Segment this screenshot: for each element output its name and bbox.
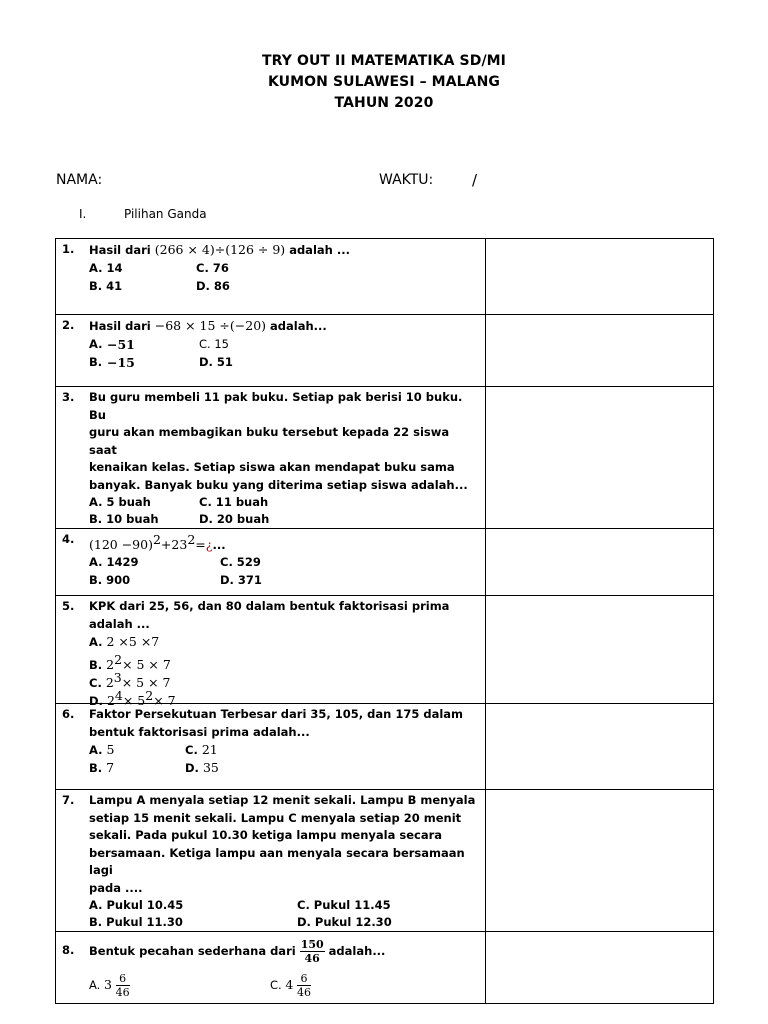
option-a[interactable]: A. 14 xyxy=(89,260,123,275)
math-expression: (266 × 4)÷(126 ÷ 9) xyxy=(154,242,286,257)
question-line: bentuk faktorisasi prima adalah... xyxy=(89,724,310,739)
answer-options xyxy=(89,494,479,528)
question-row xyxy=(56,596,714,704)
option-a[interactable]: A. 3 $\frac{6}{46}$ xyxy=(89,972,130,999)
option-b[interactable]: B. 10 buah xyxy=(89,512,159,526)
title-line-1: TRY OUT II MATEMATIKA SD/MI xyxy=(261,53,506,69)
question-number: 8. xyxy=(62,943,75,957)
option-c[interactable]: C. 76 xyxy=(196,260,229,275)
question-row xyxy=(56,315,714,387)
question-row xyxy=(56,239,714,315)
question-number: 6. xyxy=(62,707,75,721)
question-number: 4. xyxy=(62,532,75,546)
question-text: Hasil dari (266 × 4)÷(126 ÷ 9) adalah ... xyxy=(89,242,350,257)
option-c[interactable]: C. 21 xyxy=(185,742,218,757)
option-d[interactable]: D. 371 xyxy=(220,573,262,588)
option-b[interactable]: B. 7 xyxy=(89,760,115,775)
answer-box[interactable] xyxy=(486,315,714,387)
title-line-3: TAHUN 2020 xyxy=(334,95,434,111)
option-c[interactable]: C. 15 xyxy=(199,336,229,351)
option-d[interactable]: D. Pukul 12.30 xyxy=(297,915,392,929)
question-number: 1. xyxy=(62,242,75,256)
option-a[interactable]: A. 5 buah xyxy=(89,495,151,509)
question-line: KPK dari 25, 56, dan 80 dalam bentuk faktorisasi prima xyxy=(89,599,450,613)
option-a[interactable]: A. 1429 xyxy=(89,555,139,570)
nama-label: NAMA: xyxy=(56,172,103,188)
document-header xyxy=(0,51,768,114)
option-a[interactable]: A. 5 xyxy=(89,742,115,757)
answer-box[interactable] xyxy=(486,790,714,932)
option-c[interactable]: C. 11 buah xyxy=(199,495,269,509)
question-row xyxy=(56,790,714,932)
answer-box[interactable] xyxy=(486,596,714,704)
section-title: Pilihan Ganda xyxy=(124,207,207,221)
answer-options xyxy=(89,554,479,590)
option-c[interactable]: C. 529 xyxy=(220,555,261,570)
option-c[interactable]: C. 4 $\frac{6}{46}$ xyxy=(270,972,311,999)
math-expression: −68 × 15 ÷(−20) xyxy=(154,318,267,333)
question-text: $(120 -90)^2+23^2=¿$... xyxy=(89,532,226,552)
question-line: setiap 15 menit sekali. Lampu C menyala setiap 20 menit xyxy=(89,810,462,825)
waktu-separator: / xyxy=(472,171,478,189)
question-row xyxy=(56,932,714,1004)
answer-box[interactable] xyxy=(486,932,714,1004)
section-number: I. xyxy=(79,207,87,221)
fraction: $\frac{150}{46}$ xyxy=(300,938,324,965)
question-number: 3. xyxy=(62,390,75,404)
answer-options xyxy=(89,741,479,777)
question-text: Bentuk pecahan sederhana dari $\frac{150}{46}$ adalah... xyxy=(89,938,386,965)
option-d[interactable]: D. 35 xyxy=(185,760,219,775)
question-row xyxy=(56,704,714,790)
option-a[interactable]: A. Pukul 10.45 xyxy=(89,898,184,912)
question-line: kenaikan kelas. Setiap siswa akan mendapat buku sama xyxy=(89,460,455,474)
option-d[interactable]: D. 86 xyxy=(196,278,230,293)
answer-box[interactable] xyxy=(486,387,714,529)
answer-options xyxy=(89,897,479,931)
waktu-label: WAKTU: xyxy=(379,172,434,188)
question-line: guru akan membagikan buku tersebut kepada 22 siswa saat xyxy=(89,425,450,457)
question-number: 2. xyxy=(62,318,75,332)
answer-options xyxy=(89,260,479,296)
question-line: sekali. Pada pukul 10.30 ketiga lampu menyala secara xyxy=(89,828,443,842)
option-a-value[interactable]: −51 xyxy=(107,336,135,352)
option-d[interactable]: D. 20 buah xyxy=(199,512,270,526)
question-number: 7. xyxy=(62,793,75,807)
question-line: pada .... xyxy=(89,880,143,895)
option-b-label[interactable]: B. xyxy=(89,354,103,369)
question-line: banyak. Banyak buku yang diterima setiap siswa adalah... xyxy=(89,477,468,492)
answer-box[interactable] xyxy=(486,704,714,790)
question-row xyxy=(56,529,714,596)
answer-box[interactable] xyxy=(486,529,714,596)
option-c[interactable]: C. $2^3\times 5 \times 7$ xyxy=(89,670,171,690)
unknown-symbol: ¿ xyxy=(205,536,213,552)
answer-options xyxy=(89,968,479,1002)
option-b[interactable]: B. $2^2\times 5 \times 7$ xyxy=(89,652,171,672)
question-line: Lampu A menyala setiap 12 menit sekali. Lampu B menyala xyxy=(89,793,476,807)
question-number: 5. xyxy=(62,599,75,613)
question-line: Faktor Persekutuan Terbesar dari 35, 105, dan 175 dalam xyxy=(89,707,464,721)
question-line: bersamaan. Ketiga lampu aan menyala secara bersamaan lagi xyxy=(89,845,465,877)
option-b[interactable]: B. 900 xyxy=(89,573,131,588)
option-b[interactable]: B. Pukul 11.30 xyxy=(89,915,183,929)
question-line: adalah ... xyxy=(89,616,150,631)
question-row xyxy=(56,387,714,529)
option-d[interactable]: D. 51 xyxy=(199,354,233,369)
answer-box[interactable] xyxy=(486,239,714,315)
answer-options xyxy=(89,336,479,372)
answer-options xyxy=(89,633,479,708)
option-b-value[interactable]: −15 xyxy=(107,354,135,370)
title-line-2: KUMON SULAWESI – MALANG xyxy=(267,74,501,90)
question-table xyxy=(55,238,714,1004)
question-line: Bu guru membeli 11 pak buku. Setiap pak berisi 10 buku. Bu xyxy=(89,390,463,422)
option-a-label[interactable]: A. xyxy=(89,336,103,351)
question-text: Hasil dari −68 × 15 ÷(−20) adalah... xyxy=(89,318,327,333)
option-b[interactable]: B. 41 xyxy=(89,278,123,293)
option-d[interactable]: D. $2^4\times 5^2\times 7$ xyxy=(89,688,176,708)
identity-line xyxy=(56,172,716,192)
option-c[interactable]: C. Pukul 11.45 xyxy=(297,898,391,912)
option-a[interactable]: A. 2 ×5 ×7 xyxy=(89,634,160,649)
